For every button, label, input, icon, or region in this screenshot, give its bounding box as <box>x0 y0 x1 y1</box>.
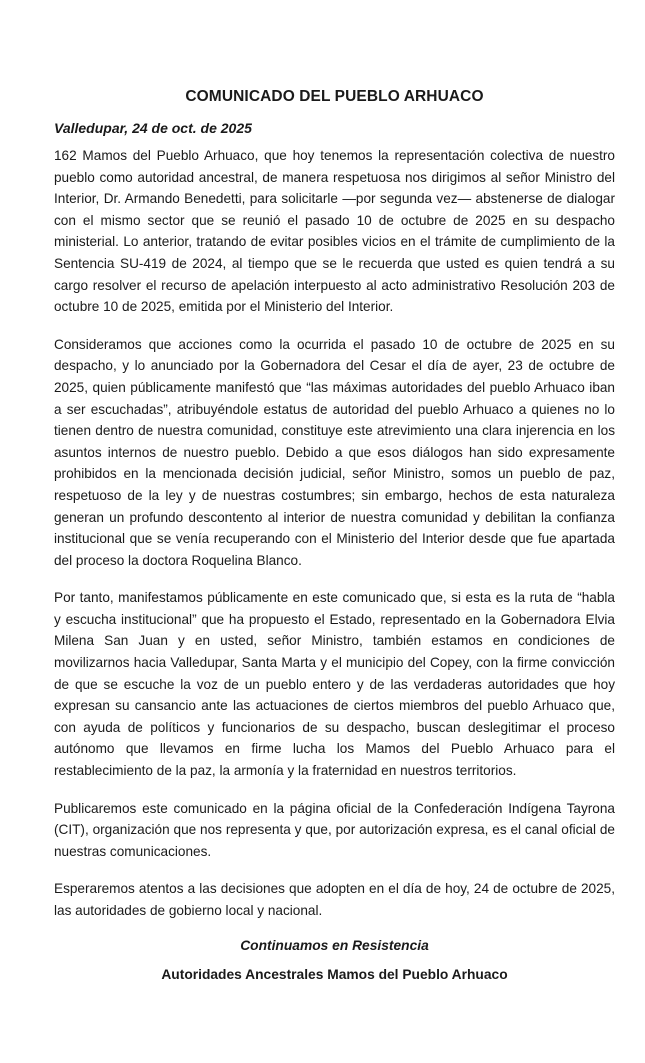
closing-line: Continuamos en Resistencia <box>240 937 429 953</box>
paragraph-4: Publicaremos este comunicado en la página oficial de la Confederación Indígena Tayrona (CIT), organización que nos representa y que, por autorización expresa, es el canal oficial de nuestras comunicaciones. <box>54 800 615 859</box>
dateline: Valledupar, 24 de oct. de 2025 <box>54 120 252 136</box>
document-page <box>54 88 615 982</box>
paragraph-5: Esperaremos atentos a las decisiones que adopten en el día de hoy, 24 de octubre de 2025, las autoridades de gobierno local y nacional. <box>54 881 615 918</box>
paragraph-1: 162 Mamos del Pueblo Arhuaco, que hoy tenemos la representación colectiva de nuestro pueblo como autoridad ancestral, de manera respetuosa nos dirigimos al señor Ministro del Interior, Dr. Armando Benedetti, para solicitarle —por segunda vez— abstenerse de dialogar con el mismo sector que se reunió el pasado 10 de octubre de 2025 en su despacho ministerial. Lo anterior, tratando de evitar posibles vicios en el trámite de cumplimiento de la Sentencia SU-419 de 2024, al tiempo que se le recuerda que usted es quien tendrá a su cargo resolver el recurso de apelación interpuesto al acto administrativo Resolución 203 de octubre 10 de 2025, emitida por el Ministerio del Interior. <box>54 148 615 315</box>
paragraph-2: Consideramos que acciones como la ocurrida el pasado 10 de octubre de 2025 en su despacho, y lo anunciado por la Gobernadora del Cesar el día de ayer, 23 de octubre de 2025, quien públicamente manifestó que “las máximas autoridades del pueblo Arhuaco iban a ser escuchadas”, atribuyéndole estatus de autoridad del pueblo Arhuaco a quienes no lo tienen dentro de nuestra comunidad, constituye este atrevimiento una clara injerencia en los asuntos internos de nuestro pueblo. Debido a que esos diálogos han sido expresamente prohibidos en la mencionada decisión judicial, señor Ministro, somos un pueblo de paz, respetuoso de la ley y de nuestras costumbres; sin embargo, hechos de esta naturaleza generan un profundo descontento al interior de nuestra comunidad y debilitan la confianza institucional que se venía recuperando con el Ministerio del Interior desde que fue apartada del proceso la doctora Roquelina Blanco. <box>54 336 615 568</box>
signature-line: Autoridades Ancestrales Mamos del Pueblo Arhuaco <box>161 966 508 982</box>
document-title: COMUNICADO DEL PUEBLO ARHUACO <box>185 88 484 105</box>
paragraph-3: Por tanto, manifestamos públicamente en este comunicado que, si esta es la ruta de “habla y escucha institucional” que ha propuesto el Estado, representado en la Gobernadora Elvia Milena San Juan y en usted, señor Ministro, también estamos en condiciones de movilizarnos hacia Valledupar, Santa Marta y el municipio del Copey, con la firme convicción de que se escuche la voz de un pueblo entero y de las verdaderas autoridades que hoy expresan su cansancio ante las actuaciones de ciertos miembros del pueblo Arhuaco que, con ayuda de políticos y funcionarios de su despacho, buscan deslegitimar el proceso autónomo que llevamos en firme lucha los Mamos del Pueblo Arhuaco para el restablecimiento de la paz, la armonía y la fraternidad en nuestros territorios. <box>54 590 615 779</box>
